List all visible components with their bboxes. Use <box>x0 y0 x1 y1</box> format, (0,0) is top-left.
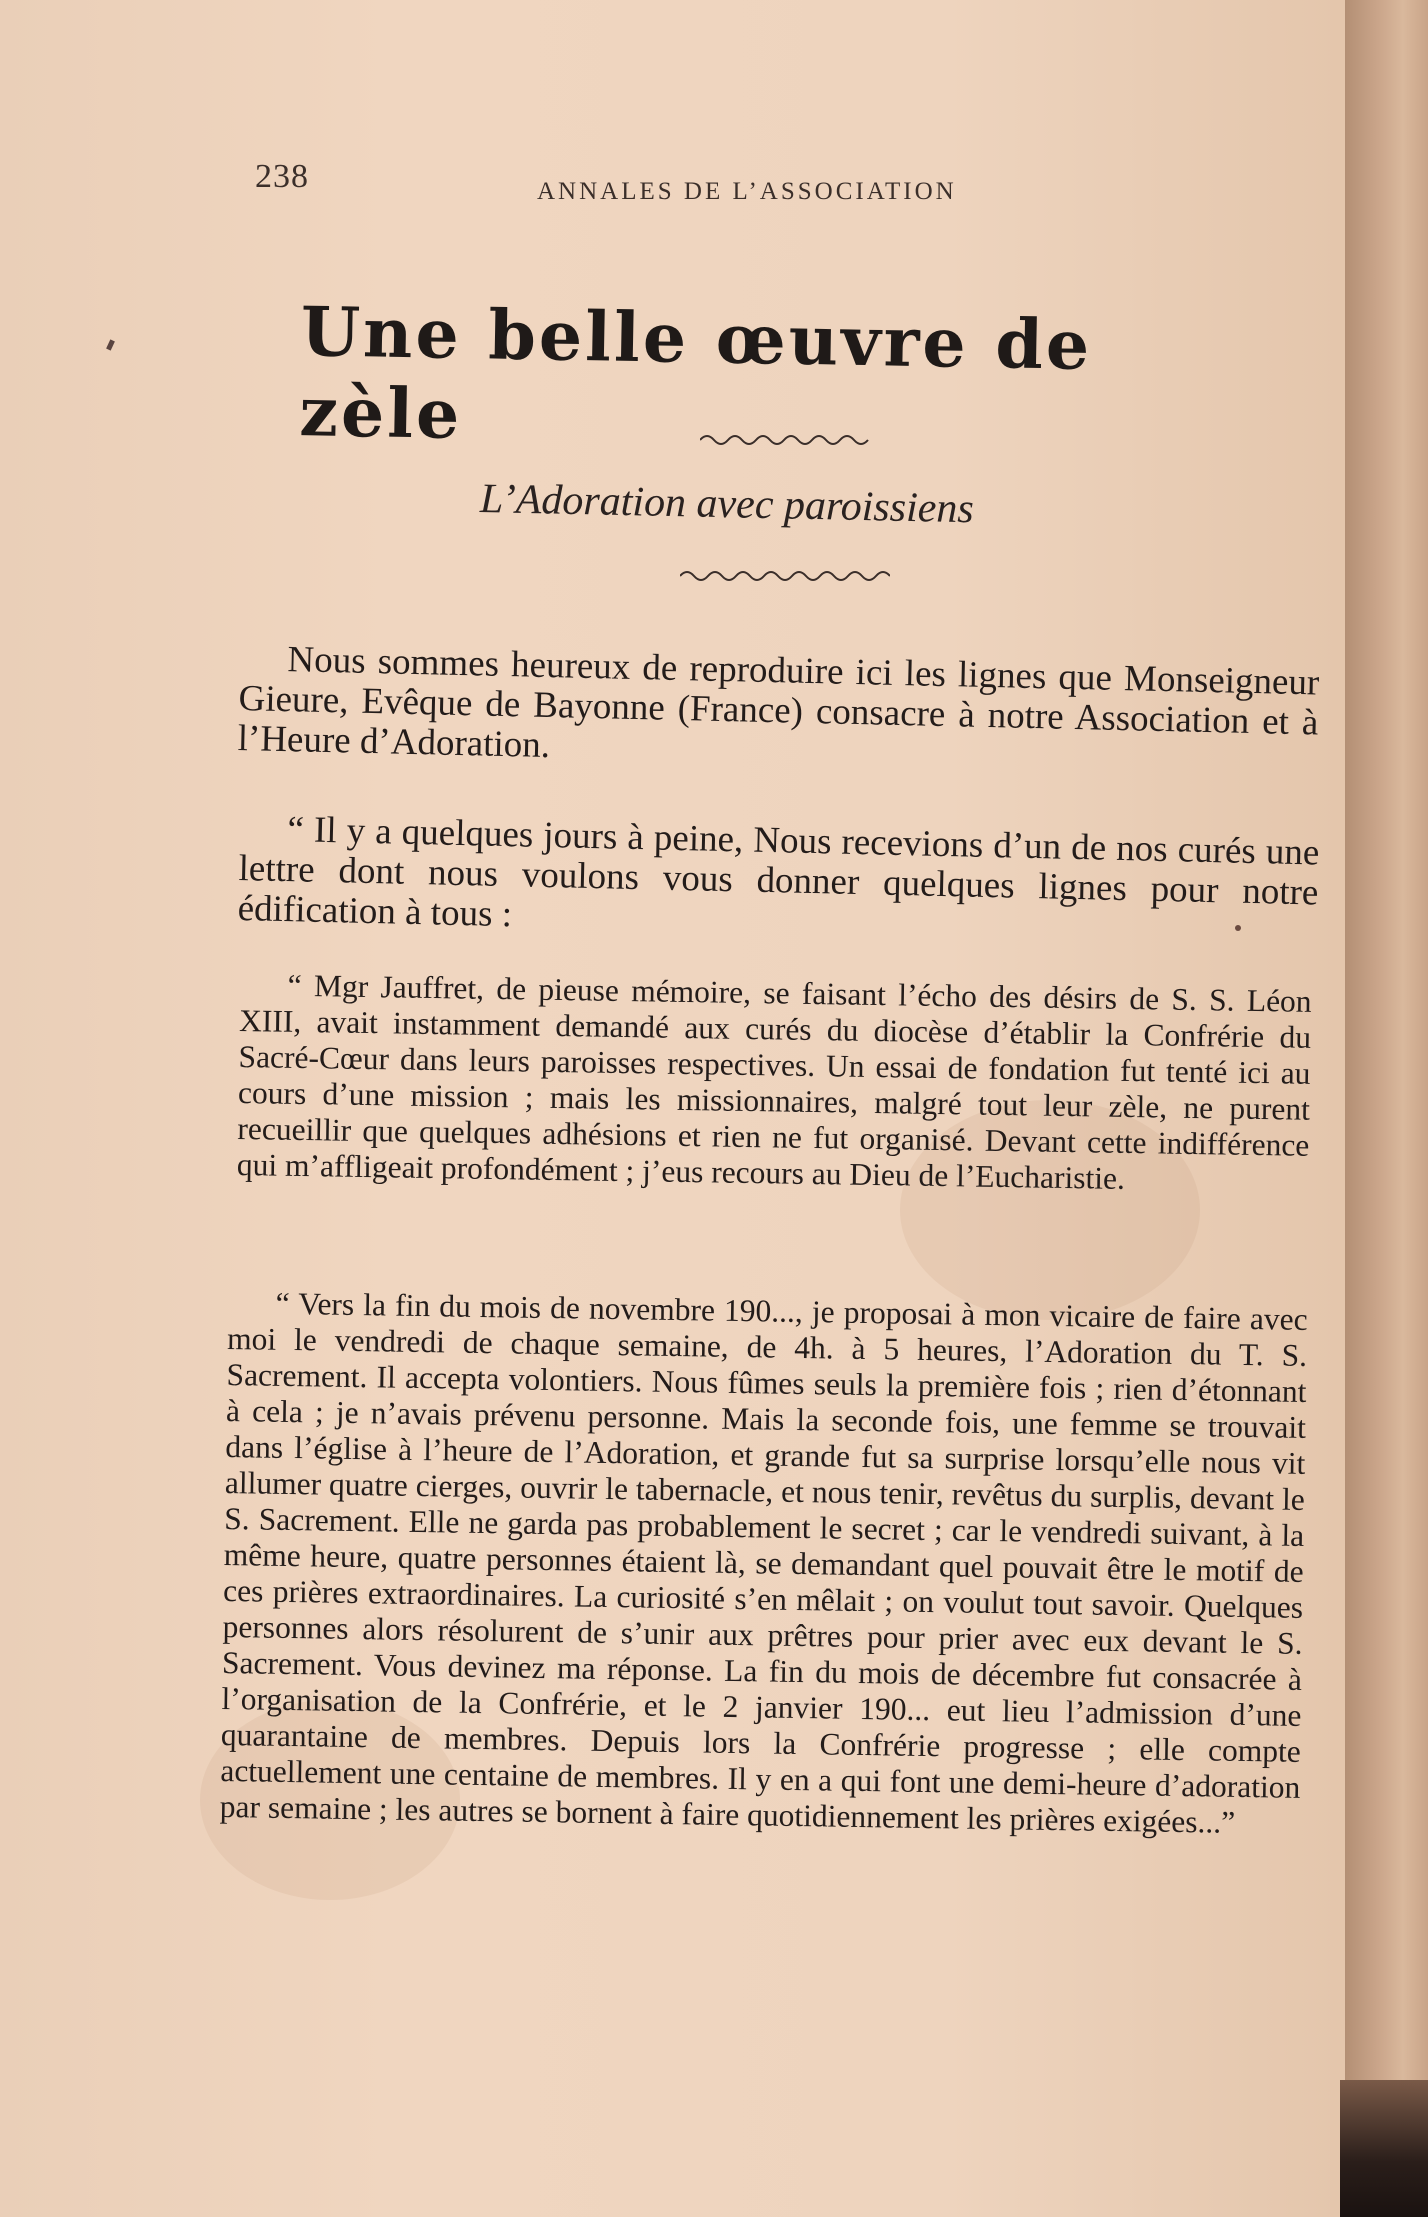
page-edge-shadow <box>1340 2080 1428 2217</box>
article-title: Une belle œuvre de zèle <box>298 292 1093 455</box>
journal-title: ANNALES DE L’ASSOCIATION <box>537 178 957 205</box>
letter-paragraph-1: “ Mgr Jauffret, de pieuse mémoire, se faisant l’écho des désirs de S. S. Léon XIII, avait instamment demandé aux curés du diocèse d’établir la Confrérie du Sacré-Cœur dans leurs paroisses respectives. Un essai de fondation fut tenté ici au cours d’une mission ; mais les missionnaires, malgré tout leur zèle, ne purent recueillir que quelques adhésions et rien ne fut organisé. Devant cette indifférence qui m’affligeait profondément ; j’eus recours au Dieu de l’Eucharistie. <box>236 967 1312 1196</box>
letter-paragraph-2: “ Vers la fin du mois de novembre 190..., je proposai à mon vicaire de faire avec moi le vendredi de chaque semaine, de 4h. à 5 heures, l’Adoration du T. S. Sacrement. Il accepta volontiers. Nous fûmes seuls la première fois ; rien d’étonnant à cela ; je n’avais prévenu personne. Mais la seconde fois, une femme se trouvait dans l’église à l’heure de l’Adoration, et grande fut sa surprise lorsqu’elle nous vit allumer quatre cierges, ouvrir le tabernacle, et nous tenir, revêtus du surplis, devant le S. Sacrement. Elle ne garda pas probablement le secret ; car le vendredi suivant, à la même heure, quatre personnes étaient là, se demandant quel pouvait être le motif de ces prières extraordinaires. La curiosité s’en mêlait ; on voulut tout savoir. Quelques personnes alors résolurent de s’unir aux prêtres pour prier avec eux devant le S. Sacrement. Vous devinez ma réponse. La fin du mois de décembre fut consacrée à l’organisation de la Confrérie, et le 2 janvier 190... eut lieu l’admission d’une quarantaine de membres. Depuis lors la Confrérie progresse ; elle compte actuellement une centaine de membres. Il y en a qui font une demi-heure d’adoration par semaine ; les autres se bornent à faire quotidiennement les prières exigées...” <box>219 1285 1308 1840</box>
page-edge <box>1345 0 1428 2217</box>
ink-mark <box>106 339 115 350</box>
ink-dot <box>1235 925 1241 931</box>
article-subtitle: L’Adoration avec paroissiens <box>479 476 975 533</box>
page-number: 238 <box>255 158 309 195</box>
running-head <box>255 158 1085 208</box>
wavy-rule-ornament <box>680 566 890 586</box>
intro-paragraph: Nous sommes heureux de reproduire ici les lignes que Monseigneur Gieure, Evêque de Bayonne (France) consacre à notre Association et à l’Heure d’Adoration. <box>237 639 1320 767</box>
wavy-rule-ornament <box>700 430 870 450</box>
quote-opening-paragraph: “ Il y a quelques jours à peine, Nous recevions d’un de nos curés une lettre dont nous voulons vous donner quelques lignes pour notre édification à tous : <box>237 809 1320 936</box>
